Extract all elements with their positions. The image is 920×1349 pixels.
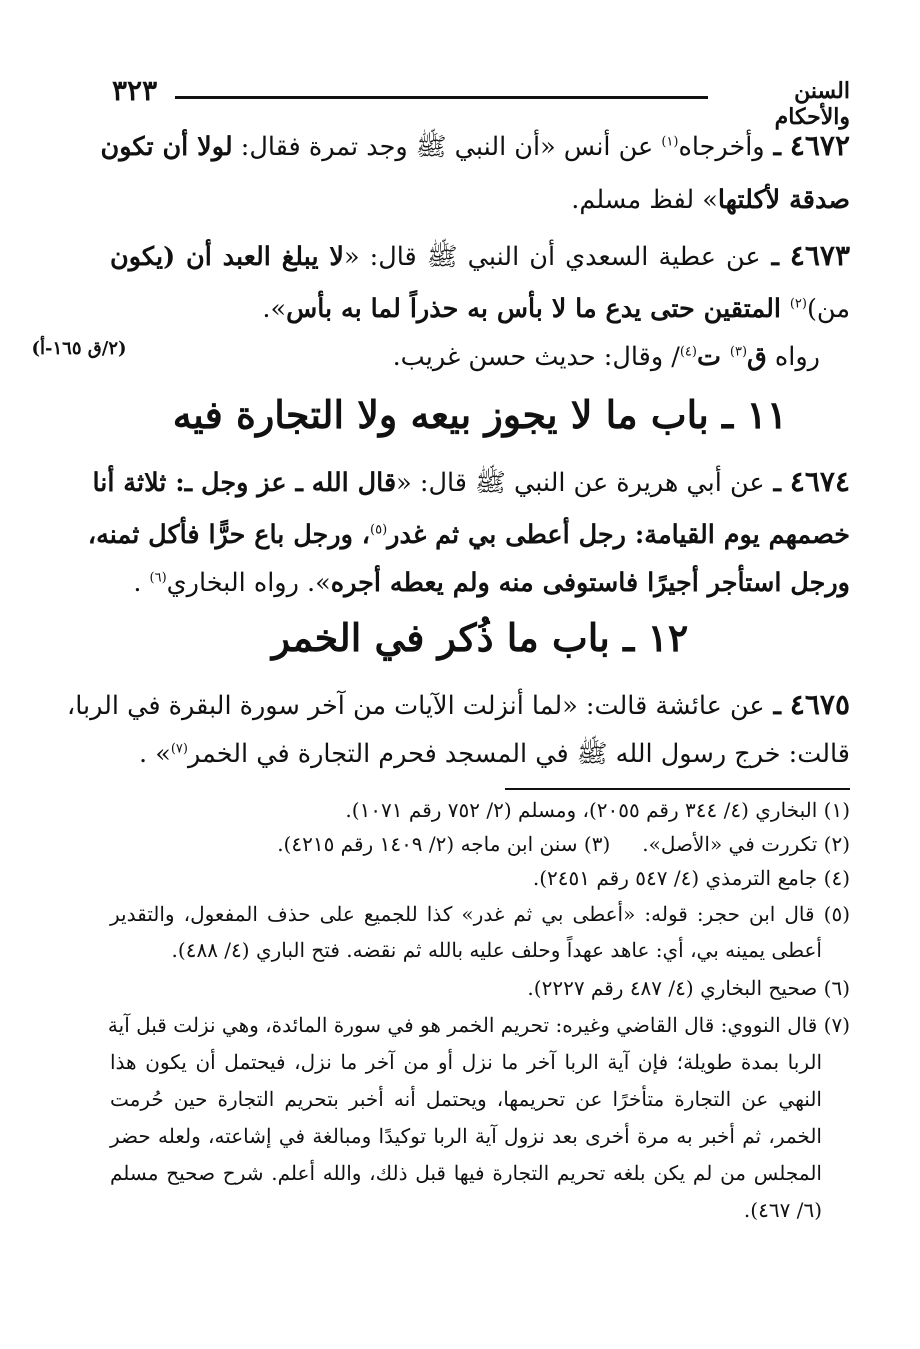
footnote-ref: (٣) <box>729 344 748 360</box>
chapter-number: ١٢ <box>647 615 689 660</box>
footnote-1: (١) البخاري (٤/ ٣٤٤ رقم ٢٠٥٥)، ومسلم (٢/ ٧٥٢ رقم ١٠٧١). <box>345 798 850 822</box>
footnote-ref: (٢) <box>789 296 807 312</box>
text: ». رواه البخاري <box>166 568 331 598</box>
chapter-heading-11 <box>110 392 850 437</box>
running-title: السنن والأحكام <box>774 78 850 130</box>
entry-number: ٤٦٧٣ <box>789 239 850 272</box>
dash: ـ <box>764 468 790 498</box>
footnote-ref: (٤) <box>679 344 697 360</box>
footnote-ref: (٦) <box>149 570 167 586</box>
entry-4672-line-2 <box>110 178 850 222</box>
dash: ـ <box>760 242 790 272</box>
entry-4674-line-3 <box>133 561 850 605</box>
footnote-4: (٤) جامع الترمذي (٤/ ٥٤٧ رقم ٢٤٥١). <box>532 866 850 890</box>
entry-4675-line-2 <box>139 732 850 776</box>
text: رواه <box>766 342 820 372</box>
footnote-separator <box>505 788 850 790</box>
entry-number: ٤٦٧٤ <box>789 465 850 498</box>
footnote-2: (٢) تكررت في «الأصل». <box>642 832 850 856</box>
text: » لفظ مسلم. <box>571 185 718 215</box>
hadith-text: المتقين حتى يدع ما لا بأس به حذراً لما به بأس <box>286 294 790 324</box>
chapter-number: ١١ <box>746 392 788 437</box>
text: عن عائشة قالت: «لما أنزلت الآيات من آخر سورة البقرة في الربا، <box>66 691 765 721</box>
footnote-6: (٦) صحيح البخاري (٤/ ٤٨٧ رقم ٢٢٢٧). <box>527 976 850 1000</box>
page-number: ٣٢٣ <box>112 74 158 107</box>
dash: ـ <box>764 132 790 162</box>
hadith-text: لولا أن تكون <box>100 132 233 162</box>
hadith-text: خصمهم يوم القيامة: رجل أعطى بي ثم غدر <box>387 520 850 550</box>
entry-4674-line-1 <box>92 460 850 505</box>
footnote-5-line-2: أعطى يمينه بي، أي: عاهد عهداً وحلف عليه بالله ثم نقضه. فتح الباري (٤/ ٤٨٨). <box>171 938 822 962</box>
footnote-7-line-3: النهي عن التجارة متأخرًا عن تحريمها، ويحتمل أنه أخبر بتحريم التجارة حين حُرمت <box>110 1087 822 1111</box>
entry-4673-line-2 <box>110 287 850 331</box>
chapter-title: باب ما لا يجوز بيعه ولا التجارة فيه <box>172 392 709 437</box>
source-code: ت <box>696 342 730 372</box>
text: عن أنس «أن النبي ﷺ وجد تمرة فقال: <box>232 132 662 162</box>
footnote-3: (٣) سنن ابن ماجه (٢/ ١٤٠٩ رقم ٤٢١٥). <box>277 832 611 856</box>
entry-4673-line-3 <box>330 335 820 379</box>
entry-number: ٤٦٧٥ <box>789 688 850 721</box>
footnote-7-line-5: المجلس من لم يكن بلغه تحريم التجارة فيها قبل ذلك، والله أعلم. شرح صحيح مسلم <box>110 1161 822 1185</box>
footnote-2-3 <box>110 827 850 861</box>
dash: ـ <box>609 615 648 660</box>
footnote-7-line-1: (٧) قال النووي: قال القاضي وغيره: تحريم الخمر هو في سورة المائدة، وهي نزلت قبل آية <box>107 1013 850 1037</box>
hadith-text: لا يبلغ العبد أن (يكون <box>110 242 344 272</box>
footnote-7-line-4: الخمر، ثم أخبر به مرة أخرى بعد نزول آية الربا توكيدًا ومبالغة في إشاعته، ولعله حضر <box>110 1124 822 1148</box>
hadith-text: ورجل استأجر أجيرًا فاستوفى منه ولم يعطه أجره <box>330 568 850 598</box>
text: / وقال: حديث حسن غريب. <box>392 342 680 372</box>
footnote-5-line-1: (٥) قال ابن حجر: قوله: «أعطى بي ثم غدر» كذا للجميع على حذف المفعول، والتقدير <box>110 902 850 926</box>
text: ». <box>262 294 287 324</box>
entry-4674-line-2 <box>87 513 850 557</box>
hadith-text: قال الله ـ عز وجل ـ: ثلاثة أنا <box>92 468 397 498</box>
text: عن أبي هريرة عن النبي ﷺ قال: « <box>396 468 765 498</box>
footnote-ref: (١) <box>661 134 679 150</box>
footnote-ref: (٥) <box>370 522 388 538</box>
dash: ـ <box>708 392 747 437</box>
footnote-ref: (٧) <box>170 741 188 757</box>
entry-4672-line-1 <box>100 124 850 169</box>
header-rule <box>175 96 708 99</box>
text: وأخرجاه <box>678 132 765 162</box>
entry-4675-line-1 <box>66 683 850 728</box>
source-code: ق <box>747 342 767 372</box>
hadith-text: صدقة لأكلتها <box>717 185 850 215</box>
text: من) <box>806 294 850 324</box>
hadith-text: ، ورجل باع حرًّا فأكل ثمنه، <box>87 520 371 550</box>
chapter-title: باب ما ذُكر في الخمر <box>271 615 610 660</box>
footnote-7-line-2: الربا بمدة طويلة؛ فإن آية الربا آخر ما نزل أو من آخر ما نزل، فيحتمل أن يكون هذا <box>110 1050 822 1074</box>
text: . <box>133 568 150 598</box>
text: قالت: خرج رسول الله ﷺ في المسجد فحرم التجارة في الخمر <box>187 739 850 769</box>
entry-4673-line-1 <box>110 234 850 279</box>
footnote-7-line-6: (٦/ ٤٦٧). <box>743 1198 822 1222</box>
dash: ـ <box>764 691 790 721</box>
text: » . <box>139 739 171 769</box>
entry-number: ٤٦٧٢ <box>789 129 850 162</box>
text: عن عطية السعدي أن النبي ﷺ قال: « <box>343 242 761 272</box>
manuscript-marginal-note: (٢/ق ١٦٥-أ) <box>31 338 127 359</box>
chapter-heading-12 <box>110 615 850 660</box>
